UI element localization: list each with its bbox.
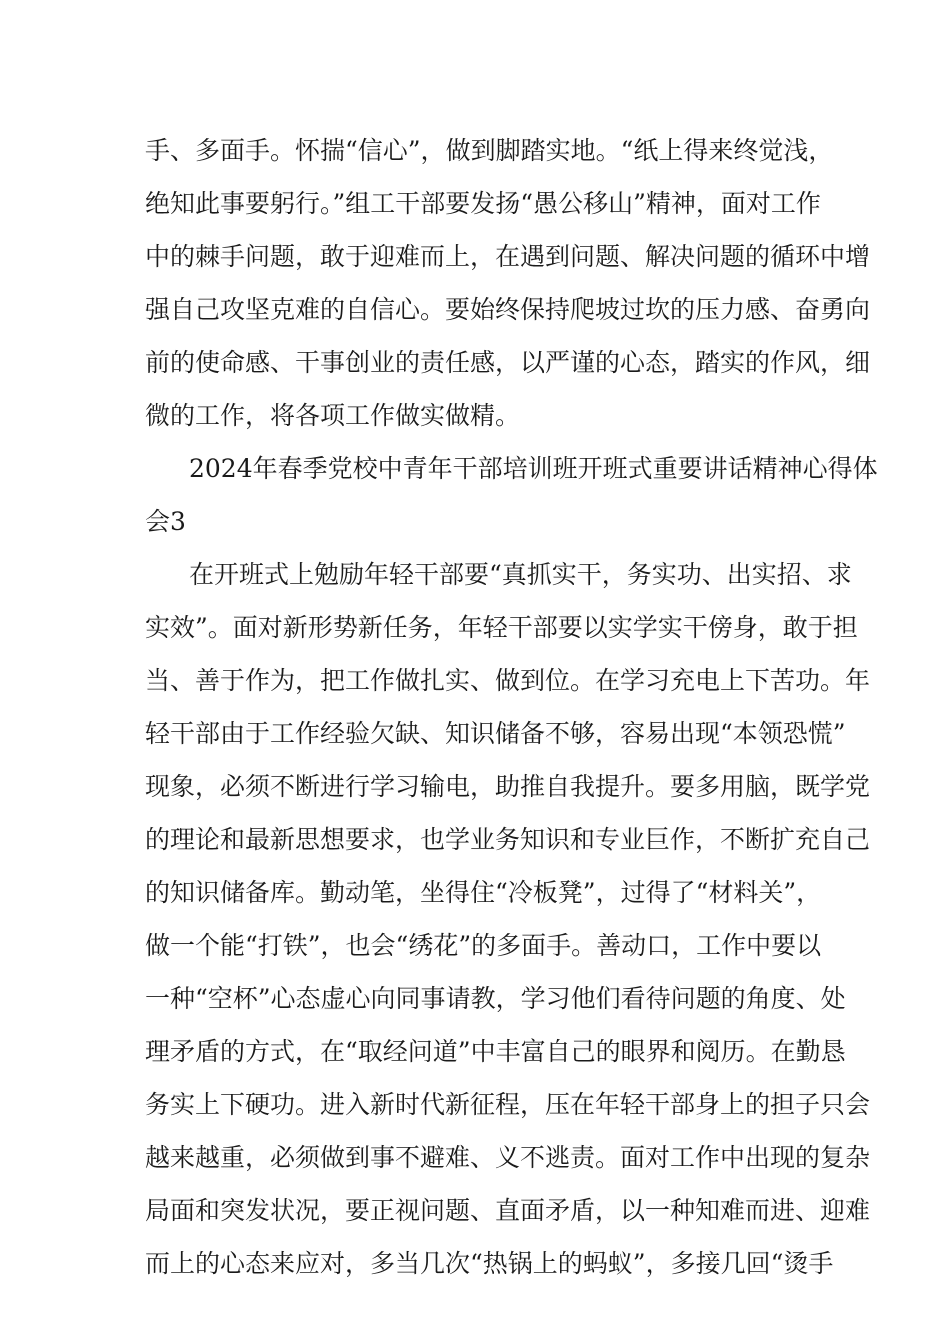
text-line: 务实上下硬功。进入新时代新征程，压在年轻干部身上的担子只会 [145, 1090, 871, 1119]
text-line: 理矛盾的方式，在“取经问道”中丰富自己的眼界和阅历。在勤恳 [145, 1037, 846, 1066]
text-line: 在开班式上勉励年轻干部要“真抓实干，务实功、出实招、求 [189, 560, 852, 589]
heading-line: 会3 [145, 507, 186, 536]
text-line: 实效”。面对新形势新任务，年轻干部要以实学实干傍身，敢于担 [145, 613, 858, 642]
text-line: 局面和突发状况，要正视问题、直面矛盾，以一种知难而进、迎难 [145, 1196, 871, 1225]
text-line: 中的棘手问题，敢于迎难而上，在遇到问题、解决问题的循环中增 [145, 242, 871, 271]
text-line: 一种“空杯”心态虚心向同事请教，学习他们看待问题的角度、处 [145, 984, 846, 1013]
paragraph-1 [145, 124, 871, 442]
text-line: 前的使命感、干事创业的责任感，以严谨的心态，踏实的作风，细 [145, 348, 871, 377]
body-text [145, 124, 878, 1290]
text-line: 当、善于作为，把工作做扎实、做到位。在学习充电上下苦功。年 [145, 666, 871, 695]
text-line: 强自己攻坚克难的自信心。要始终保持爬坡过坎的压力感、奋勇向 [145, 295, 871, 324]
text-line: 的理论和最新思想要求，也学业务知识和专业巨作，不断扩充自己 [145, 825, 871, 854]
paragraph-2 [145, 548, 871, 1290]
text-line: 的知识储备库。勤动笔，坐得住“冷板凳”，过得了“材料关”， [145, 878, 822, 907]
heading-line: 2024年春季党校中青年干部培训班开班式重要讲话精神心得体 [189, 454, 878, 483]
text-line: 现象，必须不断进行学习输电，助推自我提升。要多用脑，既学党 [145, 772, 871, 801]
text-line: 做一个能“打铁”，也会“绣花”的多面手。善动口，工作中要以 [145, 931, 822, 960]
text-line: 轻干部由于工作经验欠缺、知识储备不够，容易出现“本领恐慌” [145, 719, 846, 748]
text-line: 而上的心态来应对，多当几次“热锅上的蚂蚁”，多接几回“烫手 [145, 1249, 834, 1278]
text-line: 绝知此事要躬行。”组工干部要发扬“愚公移山”精神，面对工作 [145, 189, 821, 218]
text-line: 越来越重，必须做到事不避难、义不逃责。面对工作中出现的复杂 [145, 1143, 871, 1172]
text-line: 手、多面手。怀揣“信心”，做到脚踏实地。“纸上得来终觉浅， [145, 136, 834, 165]
text-line: 微的工作，将各项工作做实做精。 [145, 401, 521, 430]
section-heading [145, 442, 878, 548]
